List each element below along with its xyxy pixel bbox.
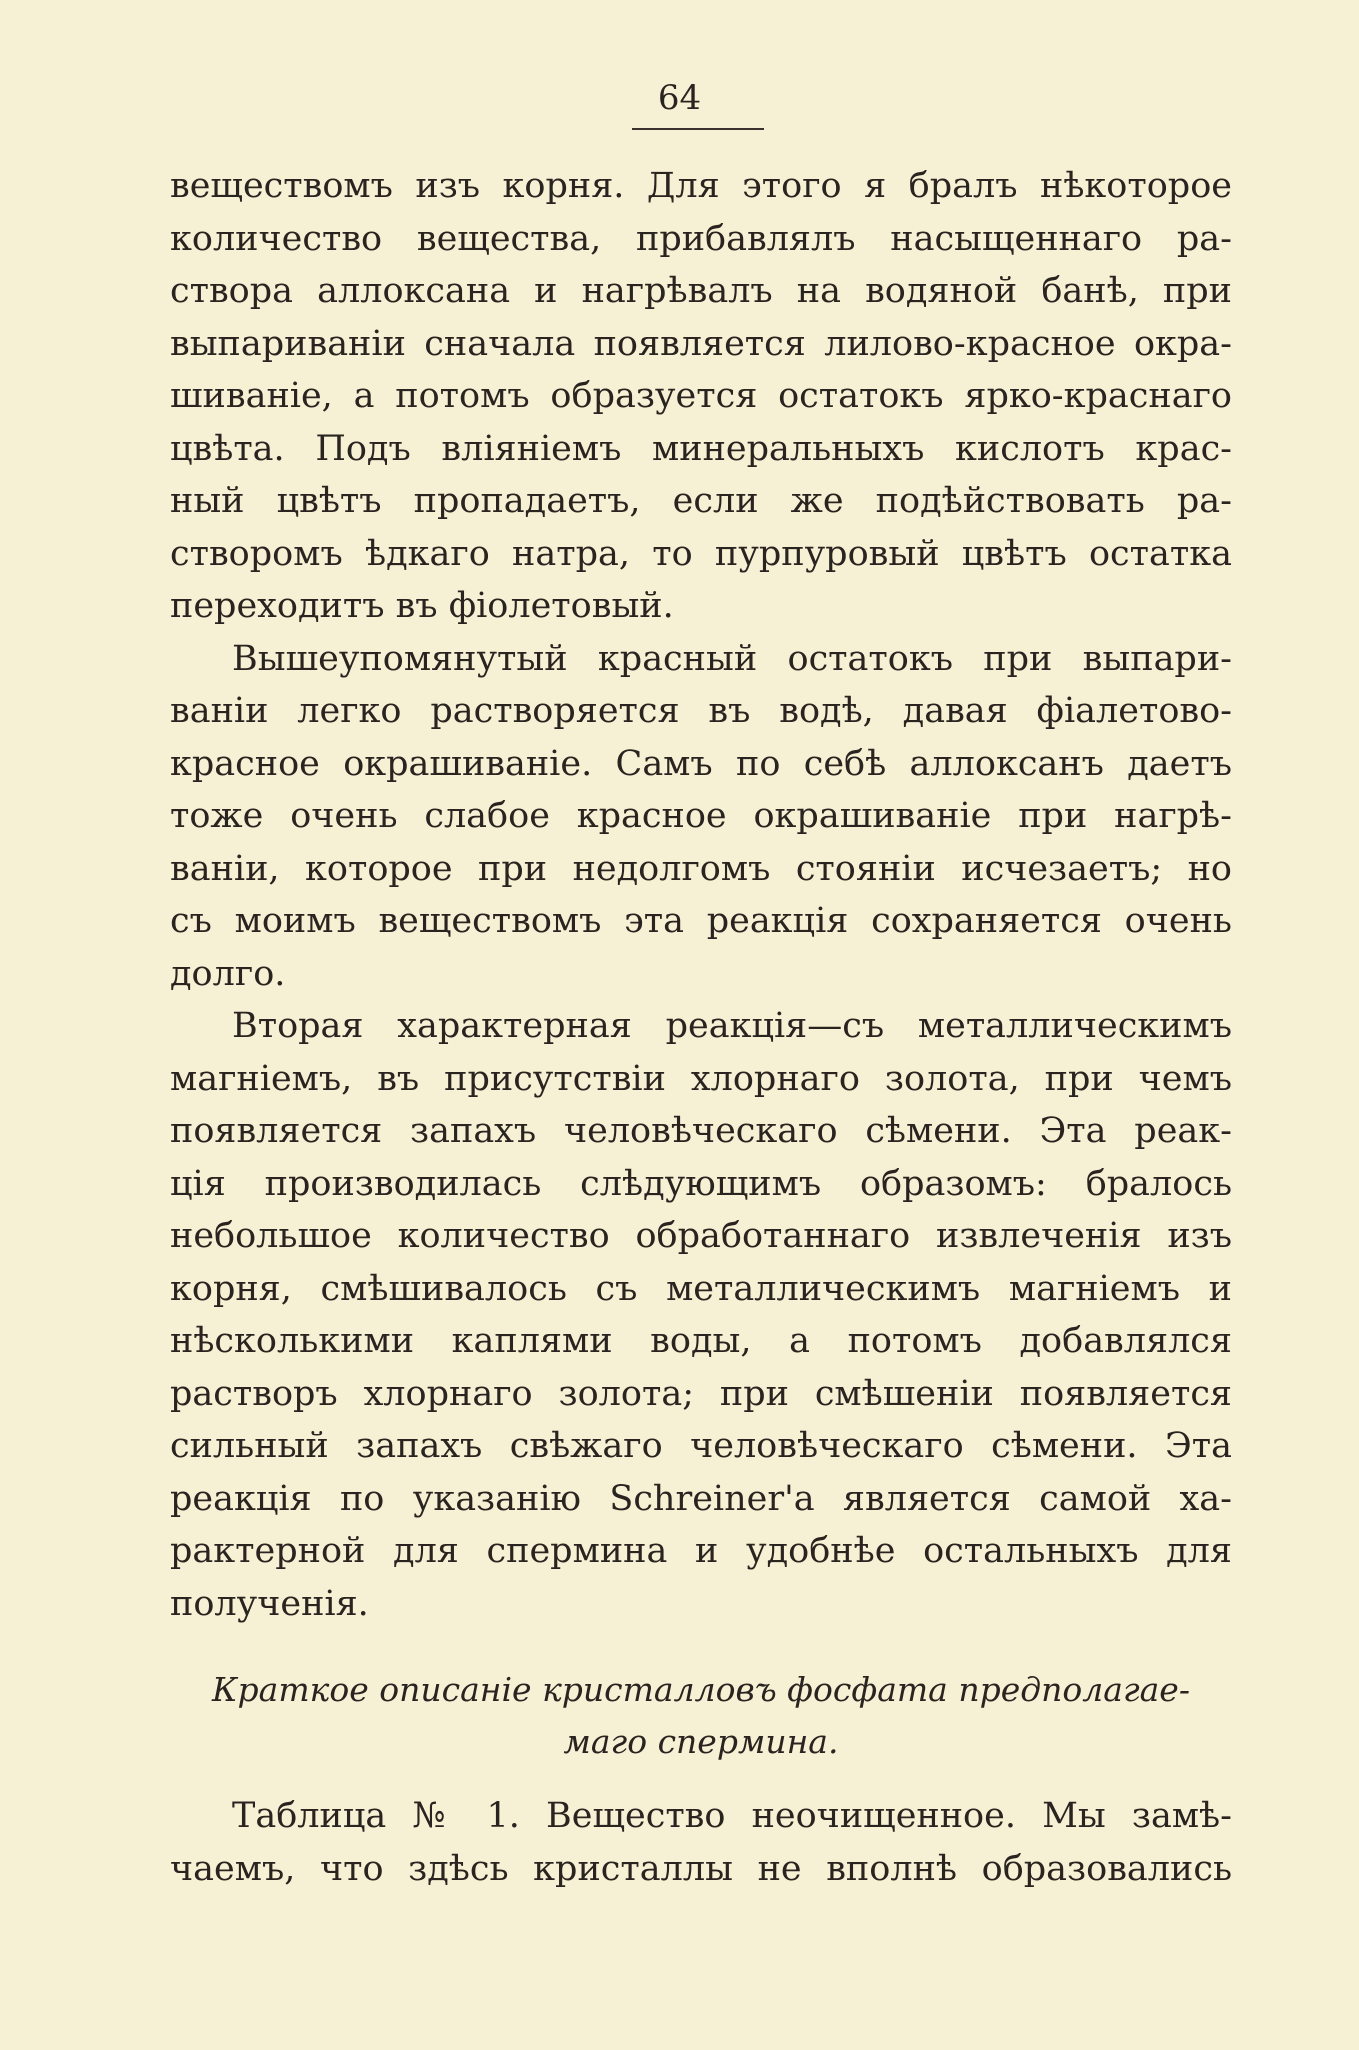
text-line: красное окрашиванiе. Самъ по себѣ аллоксанъ даетъ	[170, 743, 1232, 784]
text-line: выпариванiи сначала появляется лилово-красное окра-	[170, 323, 1232, 364]
text-line: Вышеупомянутый красный остатокъ при выпари-	[232, 638, 1232, 679]
text-line: шиванiе, а потомъ образуется остатокъ ярко-краснаго	[170, 376, 1232, 416]
text-line: корня, смѣшивалось съ металлическимъ магнiемъ и	[170, 1268, 1232, 1309]
text-line: появляется запахъ человѣческаго сѣмени. Эта реак-	[170, 1111, 1232, 1151]
text-line: реакцiя по указанiю Schreiner'а является самой ха-	[170, 1478, 1232, 1519]
paragraph-1	[170, 160, 1232, 633]
text-line: количество вещества, прибавлялъ насыщеннаго ра-	[170, 218, 1232, 259]
section-gap	[170, 1630, 1232, 1664]
section-heading	[170, 1664, 1232, 1768]
paragraph-3	[170, 1000, 1232, 1630]
paragraph-4	[170, 1790, 1232, 1895]
heading-line: Краткое описанiе кристалловъ фосфата предполагае-	[212, 1670, 1190, 1709]
text-line: Таблица № 1. Вещество неочищенное. Мы замѣ-	[232, 1796, 1232, 1836]
text-line: растворъ хлорнаго золота; при смѣшенiи появляется	[170, 1373, 1232, 1414]
page-number: 64	[657, 78, 702, 118]
text-line: магнiемъ, въ присутствiи хлорнаго золота, при чемъ	[170, 1058, 1232, 1099]
text-line: створомъ ѣдкаго натра, то пурпуровый цвѣтъ остатка	[170, 533, 1232, 574]
text-line: Вторая характерная реакцiя—съ металлическимъ	[232, 1006, 1232, 1046]
text-line: сильный запахъ свѣжаго человѣческаго сѣмени. Эта	[170, 1426, 1232, 1466]
paragraph-2	[170, 633, 1232, 1001]
text-line: чаемъ, что здѣсь кристаллы не вполнѣ образовались	[170, 1848, 1232, 1889]
text-line: ный цвѣтъ пропадаетъ, если же подѣйствовать ра-	[170, 481, 1232, 521]
page-body	[170, 160, 1232, 1895]
text-line: веществомъ изъ корня. Для этого я бралъ нѣкоторое	[170, 166, 1232, 206]
text-line: нѣсколькими каплями воды, а потомъ добавлялся	[170, 1321, 1232, 1361]
text-line: рактерной для спермина и удобнѣе остальныхъ для	[170, 1531, 1232, 1571]
text-line: полученiя.	[170, 1583, 369, 1624]
section-gap	[170, 1768, 1232, 1790]
text-line: ванiи, которое при недолгомъ стоянiи исчезаетъ; но	[170, 848, 1232, 889]
page-number-rule	[632, 128, 764, 130]
text-line: цiя производилась слѣдующимъ образомъ: бралось	[170, 1163, 1232, 1204]
text-line: небольшое количество обработаннаго извлеченiя изъ	[170, 1216, 1232, 1256]
text-line: съ моимъ веществомъ эта реакцiя сохраняется очень	[170, 901, 1232, 941]
text-line: тоже очень слабое красное окрашиванiе при нагрѣ-	[170, 796, 1232, 836]
text-line: ванiи легко растворяется въ водѣ, давая фiалетово-	[170, 691, 1232, 731]
text-line: створа аллоксана и нагрѣвалъ на водяной банѣ, при	[170, 271, 1232, 311]
text-line: долго.	[170, 953, 286, 994]
text-line: цвѣта. Подъ влiянiемъ минеральныхъ кислотъ крас-	[170, 428, 1232, 469]
heading-line: маго спермина.	[563, 1722, 839, 1761]
text-line: переходитъ въ фiолетовый.	[170, 586, 674, 626]
